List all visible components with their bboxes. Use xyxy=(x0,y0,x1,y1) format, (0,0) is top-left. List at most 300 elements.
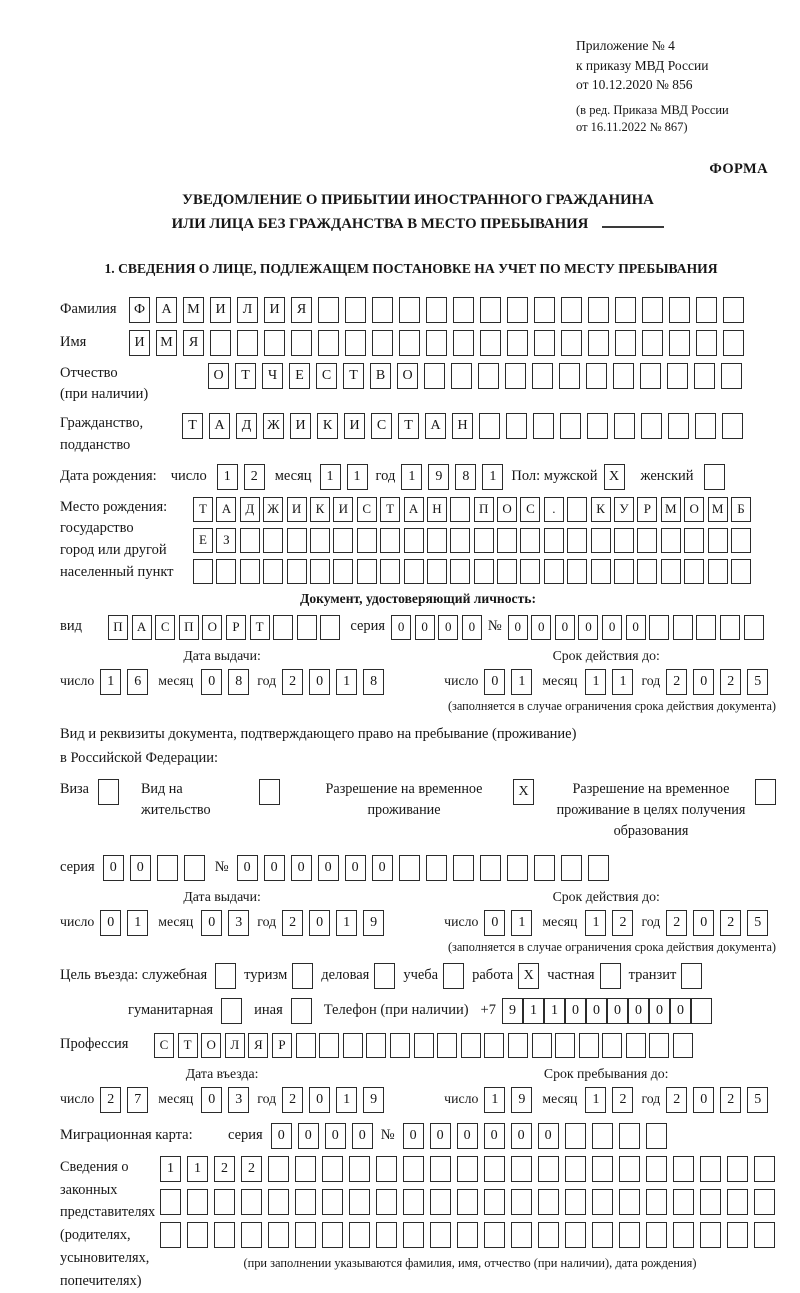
char-cell[interactable]: 2 xyxy=(720,910,741,936)
char-cell[interactable] xyxy=(345,330,366,356)
char-cell[interactable] xyxy=(453,855,474,881)
checkbox-male[interactable]: X xyxy=(604,464,625,490)
char-cell[interactable] xyxy=(567,497,587,522)
char-cell[interactable] xyxy=(427,559,447,584)
char-cell[interactable] xyxy=(694,363,715,389)
char-cell[interactable]: 0 xyxy=(578,615,598,640)
char-cell[interactable]: 1 xyxy=(401,464,422,490)
char-cell[interactable]: 0 xyxy=(693,669,714,695)
char-cell[interactable]: И xyxy=(129,330,150,356)
char-cell[interactable]: 1 xyxy=(336,1087,357,1113)
char-cell[interactable]: 1 xyxy=(482,464,503,490)
char-cell[interactable] xyxy=(357,559,377,584)
char-cell[interactable] xyxy=(565,1156,586,1182)
checkbox-gumanitarnaya[interactable] xyxy=(221,998,242,1024)
char-cell[interactable] xyxy=(426,330,447,356)
char-cell[interactable] xyxy=(511,1189,532,1215)
char-cell[interactable] xyxy=(319,1033,339,1058)
char-cell[interactable] xyxy=(538,1189,559,1215)
char-cell[interactable]: 2 xyxy=(241,1156,262,1182)
char-cell[interactable] xyxy=(669,297,690,323)
char-cell[interactable]: 0 xyxy=(430,1123,451,1149)
char-cell[interactable] xyxy=(376,1156,397,1182)
char-cell[interactable]: С xyxy=(154,1033,174,1058)
char-cell[interactable]: И xyxy=(264,297,285,323)
char-cell[interactable]: И xyxy=(210,297,231,323)
char-cell[interactable]: 0 xyxy=(309,669,330,695)
char-cell[interactable] xyxy=(333,528,353,553)
char-cell[interactable] xyxy=(497,559,517,584)
char-cell[interactable] xyxy=(533,413,554,439)
char-cell[interactable]: 8 xyxy=(228,669,249,695)
char-cell[interactable] xyxy=(297,615,317,640)
char-cell[interactable] xyxy=(615,330,636,356)
char-cell[interactable] xyxy=(700,1156,721,1182)
char-cell[interactable]: 2 xyxy=(214,1156,235,1182)
char-cell[interactable] xyxy=(560,413,581,439)
char-cell[interactable] xyxy=(430,1156,451,1182)
char-cell[interactable]: 0 xyxy=(309,1087,330,1113)
char-cell[interactable] xyxy=(661,559,681,584)
char-cell[interactable] xyxy=(592,1189,613,1215)
checkbox-visa[interactable] xyxy=(98,779,119,805)
char-cell[interactable] xyxy=(287,528,307,553)
char-cell[interactable]: 0 xyxy=(531,615,551,640)
char-cell[interactable] xyxy=(708,559,728,584)
char-cell[interactable] xyxy=(241,1222,262,1248)
checkbox-chastnaya[interactable] xyxy=(600,963,621,989)
char-cell[interactable] xyxy=(390,1033,410,1058)
char-cell[interactable] xyxy=(376,1189,397,1215)
char-cell[interactable]: О xyxy=(201,1033,221,1058)
char-cell[interactable] xyxy=(480,330,501,356)
char-cell[interactable] xyxy=(480,297,501,323)
char-cell[interactable] xyxy=(619,1189,640,1215)
char-cell[interactable] xyxy=(349,1156,370,1182)
char-cell[interactable] xyxy=(484,1033,504,1058)
char-cell[interactable]: 2 xyxy=(282,669,303,695)
char-cell[interactable] xyxy=(216,559,236,584)
char-cell[interactable] xyxy=(559,363,580,389)
char-cell[interactable] xyxy=(614,528,634,553)
char-cell[interactable] xyxy=(474,559,494,584)
char-cell[interactable]: 0 xyxy=(538,1123,559,1149)
char-cell[interactable]: 2 xyxy=(612,1087,633,1113)
char-cell[interactable]: М xyxy=(661,497,681,522)
char-cell[interactable] xyxy=(333,559,353,584)
char-cell[interactable]: П xyxy=(108,615,128,640)
char-cell[interactable] xyxy=(642,330,663,356)
char-cell[interactable]: 0 xyxy=(352,1123,373,1149)
char-cell[interactable] xyxy=(484,1189,505,1215)
char-cell[interactable] xyxy=(214,1222,235,1248)
char-cell[interactable] xyxy=(343,1033,363,1058)
char-cell[interactable] xyxy=(264,330,285,356)
char-cell[interactable] xyxy=(588,855,609,881)
char-cell[interactable] xyxy=(565,1123,586,1149)
char-cell[interactable] xyxy=(427,528,447,553)
char-cell[interactable]: 0 xyxy=(130,855,151,881)
char-cell[interactable]: С xyxy=(316,363,337,389)
char-cell[interactable] xyxy=(404,528,424,553)
char-cell[interactable] xyxy=(453,297,474,323)
char-cell[interactable]: П xyxy=(474,497,494,522)
char-cell[interactable]: А xyxy=(209,413,230,439)
char-cell[interactable]: 0 xyxy=(670,998,691,1024)
char-cell[interactable] xyxy=(399,855,420,881)
char-cell[interactable] xyxy=(426,297,447,323)
char-cell[interactable] xyxy=(380,559,400,584)
char-cell[interactable] xyxy=(646,1123,667,1149)
char-cell[interactable] xyxy=(506,413,527,439)
char-cell[interactable]: 1 xyxy=(320,464,341,490)
char-cell[interactable]: 1 xyxy=(484,1087,505,1113)
char-cell[interactable]: Т xyxy=(193,497,213,522)
char-cell[interactable] xyxy=(613,363,634,389)
char-cell[interactable]: 0 xyxy=(484,669,505,695)
char-cell[interactable] xyxy=(372,330,393,356)
char-cell[interactable]: 0 xyxy=(309,910,330,936)
char-cell[interactable]: Я xyxy=(291,297,312,323)
checkbox-tranzit[interactable] xyxy=(681,963,702,989)
char-cell[interactable]: 1 xyxy=(347,464,368,490)
char-cell[interactable] xyxy=(555,1033,575,1058)
char-cell[interactable]: Я xyxy=(183,330,204,356)
char-cell[interactable]: Т xyxy=(250,615,270,640)
char-cell[interactable]: 1 xyxy=(585,1087,606,1113)
char-cell[interactable]: Т xyxy=(178,1033,198,1058)
char-cell[interactable]: 0 xyxy=(462,615,482,640)
char-cell[interactable] xyxy=(723,297,744,323)
char-cell[interactable]: Ж xyxy=(263,413,284,439)
char-cell[interactable]: В xyxy=(370,363,391,389)
char-cell[interactable] xyxy=(484,1156,505,1182)
char-cell[interactable]: М xyxy=(183,297,204,323)
char-cell[interactable]: 2 xyxy=(720,669,741,695)
char-cell[interactable]: 1 xyxy=(336,910,357,936)
char-cell[interactable] xyxy=(700,1189,721,1215)
char-cell[interactable] xyxy=(273,615,293,640)
char-cell[interactable]: Е xyxy=(193,528,213,553)
char-cell[interactable]: 2 xyxy=(282,1087,303,1113)
char-cell[interactable]: А xyxy=(216,497,236,522)
char-cell[interactable] xyxy=(731,559,751,584)
char-cell[interactable] xyxy=(357,528,377,553)
checkbox-rvp-education[interactable] xyxy=(755,779,776,805)
char-cell[interactable] xyxy=(754,1156,775,1182)
char-cell[interactable] xyxy=(727,1156,748,1182)
char-cell[interactable] xyxy=(320,615,340,640)
char-cell[interactable]: 9 xyxy=(502,998,523,1024)
char-cell[interactable]: И xyxy=(290,413,311,439)
char-cell[interactable]: 0 xyxy=(100,910,121,936)
char-cell[interactable] xyxy=(588,297,609,323)
char-cell[interactable]: 3 xyxy=(228,910,249,936)
checkbox-rvp[interactable]: X xyxy=(513,779,534,805)
char-cell[interactable]: 0 xyxy=(693,1087,714,1113)
char-cell[interactable] xyxy=(511,1222,532,1248)
char-cell[interactable] xyxy=(403,1189,424,1215)
char-cell[interactable] xyxy=(430,1222,451,1248)
char-cell[interactable]: О xyxy=(684,497,704,522)
char-cell[interactable]: 9 xyxy=(363,1087,384,1113)
char-cell[interactable] xyxy=(430,1189,451,1215)
char-cell[interactable] xyxy=(187,1189,208,1215)
char-cell[interactable]: Т xyxy=(380,497,400,522)
char-cell[interactable]: К xyxy=(591,497,611,522)
char-cell[interactable] xyxy=(214,1189,235,1215)
char-cell[interactable]: Л xyxy=(225,1033,245,1058)
char-cell[interactable]: У xyxy=(614,497,634,522)
char-cell[interactable] xyxy=(511,1156,532,1182)
char-cell[interactable]: 0 xyxy=(438,615,458,640)
char-cell[interactable]: 1 xyxy=(187,1156,208,1182)
char-cell[interactable] xyxy=(696,330,717,356)
char-cell[interactable] xyxy=(507,855,528,881)
char-cell[interactable] xyxy=(614,559,634,584)
char-cell[interactable] xyxy=(520,559,540,584)
char-cell[interactable] xyxy=(450,528,470,553)
char-cell[interactable] xyxy=(673,1156,694,1182)
char-cell[interactable]: 0 xyxy=(264,855,285,881)
char-cell[interactable]: 1 xyxy=(585,669,606,695)
char-cell[interactable] xyxy=(160,1189,181,1215)
char-cell[interactable]: С xyxy=(520,497,540,522)
char-cell[interactable] xyxy=(507,330,528,356)
char-cell[interactable] xyxy=(532,363,553,389)
char-cell[interactable]: 1 xyxy=(100,669,121,695)
char-cell[interactable] xyxy=(691,998,712,1024)
char-cell[interactable] xyxy=(193,559,213,584)
char-cell[interactable] xyxy=(667,363,688,389)
char-cell[interactable] xyxy=(696,297,717,323)
char-cell[interactable] xyxy=(322,1156,343,1182)
char-cell[interactable] xyxy=(291,330,312,356)
char-cell[interactable] xyxy=(399,330,420,356)
char-cell[interactable] xyxy=(268,1189,289,1215)
char-cell[interactable]: 1 xyxy=(160,1156,181,1182)
char-cell[interactable] xyxy=(588,330,609,356)
char-cell[interactable] xyxy=(592,1123,613,1149)
char-cell[interactable] xyxy=(437,1033,457,1058)
char-cell[interactable] xyxy=(544,559,564,584)
char-cell[interactable]: 0 xyxy=(201,669,222,695)
char-cell[interactable] xyxy=(237,330,258,356)
char-cell[interactable]: 9 xyxy=(428,464,449,490)
char-cell[interactable]: 0 xyxy=(508,615,528,640)
char-cell[interactable]: А xyxy=(404,497,424,522)
char-cell[interactable] xyxy=(457,1222,478,1248)
char-cell[interactable] xyxy=(700,1222,721,1248)
char-cell[interactable] xyxy=(754,1222,775,1248)
char-cell[interactable]: Т xyxy=(343,363,364,389)
char-cell[interactable]: 0 xyxy=(628,998,649,1024)
char-cell[interactable] xyxy=(295,1156,316,1182)
char-cell[interactable] xyxy=(615,297,636,323)
char-cell[interactable]: Ч xyxy=(262,363,283,389)
checkbox-female[interactable] xyxy=(704,464,725,490)
char-cell[interactable]: 0 xyxy=(103,855,124,881)
char-cell[interactable]: 0 xyxy=(372,855,393,881)
char-cell[interactable]: 1 xyxy=(585,910,606,936)
char-cell[interactable]: Т xyxy=(182,413,203,439)
checkbox-inaya[interactable] xyxy=(291,998,312,1024)
char-cell[interactable] xyxy=(310,559,330,584)
char-cell[interactable] xyxy=(376,1222,397,1248)
char-cell[interactable] xyxy=(696,615,716,640)
char-cell[interactable] xyxy=(673,1033,693,1058)
char-cell[interactable] xyxy=(602,1033,622,1058)
char-cell[interactable]: 2 xyxy=(282,910,303,936)
char-cell[interactable] xyxy=(722,413,743,439)
char-cell[interactable]: 0 xyxy=(325,1123,346,1149)
char-cell[interactable] xyxy=(157,855,178,881)
char-cell[interactable] xyxy=(538,1222,559,1248)
char-cell[interactable] xyxy=(295,1189,316,1215)
char-cell[interactable] xyxy=(673,1189,694,1215)
char-cell[interactable]: Л xyxy=(237,297,258,323)
char-cell[interactable]: 1 xyxy=(511,669,532,695)
char-cell[interactable] xyxy=(508,1033,528,1058)
char-cell[interactable]: Н xyxy=(427,497,447,522)
char-cell[interactable] xyxy=(479,413,500,439)
char-cell[interactable] xyxy=(403,1156,424,1182)
char-cell[interactable] xyxy=(426,855,447,881)
char-cell[interactable] xyxy=(649,615,669,640)
char-cell[interactable]: 2 xyxy=(666,1087,687,1113)
char-cell[interactable] xyxy=(567,559,587,584)
char-cell[interactable]: 1 xyxy=(612,669,633,695)
char-cell[interactable] xyxy=(534,297,555,323)
char-cell[interactable] xyxy=(187,1222,208,1248)
char-cell[interactable]: Д xyxy=(240,497,260,522)
char-cell[interactable]: Т xyxy=(235,363,256,389)
char-cell[interactable]: 0 xyxy=(201,910,222,936)
char-cell[interactable]: И xyxy=(287,497,307,522)
char-cell[interactable]: Р xyxy=(226,615,246,640)
char-cell[interactable]: 0 xyxy=(298,1123,319,1149)
char-cell[interactable] xyxy=(619,1222,640,1248)
char-cell[interactable] xyxy=(561,855,582,881)
char-cell[interactable]: 0 xyxy=(511,1123,532,1149)
char-cell[interactable]: 9 xyxy=(363,910,384,936)
char-cell[interactable] xyxy=(591,528,611,553)
char-cell[interactable] xyxy=(520,528,540,553)
char-cell[interactable] xyxy=(450,559,470,584)
char-cell[interactable] xyxy=(637,528,657,553)
char-cell[interactable] xyxy=(268,1222,289,1248)
char-cell[interactable] xyxy=(497,528,517,553)
char-cell[interactable] xyxy=(668,413,689,439)
char-cell[interactable]: 3 xyxy=(228,1087,249,1113)
char-cell[interactable]: К xyxy=(310,497,330,522)
char-cell[interactable]: 0 xyxy=(271,1123,292,1149)
char-cell[interactable]: 0 xyxy=(345,855,366,881)
char-cell[interactable]: 0 xyxy=(318,855,339,881)
char-cell[interactable]: 2 xyxy=(720,1087,741,1113)
char-cell[interactable]: 5 xyxy=(747,910,768,936)
char-cell[interactable]: Ф xyxy=(129,297,150,323)
char-cell[interactable]: 0 xyxy=(291,855,312,881)
char-cell[interactable] xyxy=(451,363,472,389)
char-cell[interactable]: 0 xyxy=(626,615,646,640)
char-cell[interactable] xyxy=(641,413,662,439)
char-cell[interactable] xyxy=(457,1189,478,1215)
char-cell[interactable] xyxy=(534,330,555,356)
char-cell[interactable] xyxy=(695,413,716,439)
char-cell[interactable] xyxy=(461,1033,481,1058)
char-cell[interactable] xyxy=(318,330,339,356)
char-cell[interactable] xyxy=(538,1156,559,1182)
char-cell[interactable]: З xyxy=(216,528,236,553)
char-cell[interactable]: П xyxy=(179,615,199,640)
char-cell[interactable] xyxy=(637,559,657,584)
char-cell[interactable] xyxy=(241,1189,262,1215)
char-cell[interactable]: 0 xyxy=(484,1123,505,1149)
char-cell[interactable] xyxy=(721,363,742,389)
char-cell[interactable]: 0 xyxy=(607,998,628,1024)
char-cell[interactable]: 1 xyxy=(217,464,238,490)
char-cell[interactable]: С xyxy=(371,413,392,439)
char-cell[interactable]: К xyxy=(317,413,338,439)
char-cell[interactable]: Р xyxy=(272,1033,292,1058)
checkbox-ucheba[interactable] xyxy=(443,963,464,989)
char-cell[interactable]: . xyxy=(544,497,564,522)
char-cell[interactable]: А xyxy=(132,615,152,640)
char-cell[interactable]: Ж xyxy=(263,497,283,522)
char-cell[interactable]: Я xyxy=(248,1033,268,1058)
char-cell[interactable]: 0 xyxy=(484,910,505,936)
char-cell[interactable]: О xyxy=(397,363,418,389)
char-cell[interactable] xyxy=(727,1222,748,1248)
char-cell[interactable] xyxy=(345,297,366,323)
char-cell[interactable]: 2 xyxy=(666,669,687,695)
char-cell[interactable] xyxy=(614,413,635,439)
char-cell[interactable]: О xyxy=(497,497,517,522)
char-cell[interactable]: 6 xyxy=(127,669,148,695)
char-cell[interactable] xyxy=(646,1222,667,1248)
char-cell[interactable] xyxy=(184,855,205,881)
char-cell[interactable]: 0 xyxy=(415,615,435,640)
char-cell[interactable] xyxy=(727,1189,748,1215)
char-cell[interactable]: Б xyxy=(731,497,751,522)
char-cell[interactable] xyxy=(210,330,231,356)
char-cell[interactable] xyxy=(322,1189,343,1215)
char-cell[interactable]: 0 xyxy=(391,615,411,640)
char-cell[interactable]: 8 xyxy=(455,464,476,490)
char-cell[interactable]: 0 xyxy=(693,910,714,936)
char-cell[interactable]: 1 xyxy=(127,910,148,936)
char-cell[interactable]: 0 xyxy=(237,855,258,881)
char-cell[interactable] xyxy=(263,559,283,584)
char-cell[interactable] xyxy=(480,855,501,881)
char-cell[interactable] xyxy=(565,1189,586,1215)
char-cell[interactable] xyxy=(404,559,424,584)
char-cell[interactable] xyxy=(669,330,690,356)
checkbox-delovaya[interactable] xyxy=(374,963,395,989)
char-cell[interactable] xyxy=(591,559,611,584)
char-cell[interactable] xyxy=(561,297,582,323)
char-cell[interactable]: 0 xyxy=(201,1087,222,1113)
char-cell[interactable] xyxy=(586,363,607,389)
char-cell[interactable]: 9 xyxy=(511,1087,532,1113)
char-cell[interactable] xyxy=(349,1189,370,1215)
char-cell[interactable] xyxy=(366,1033,386,1058)
char-cell[interactable] xyxy=(592,1156,613,1182)
char-cell[interactable] xyxy=(619,1123,640,1149)
char-cell[interactable] xyxy=(684,528,704,553)
checkbox-rabota[interactable]: X xyxy=(518,963,539,989)
